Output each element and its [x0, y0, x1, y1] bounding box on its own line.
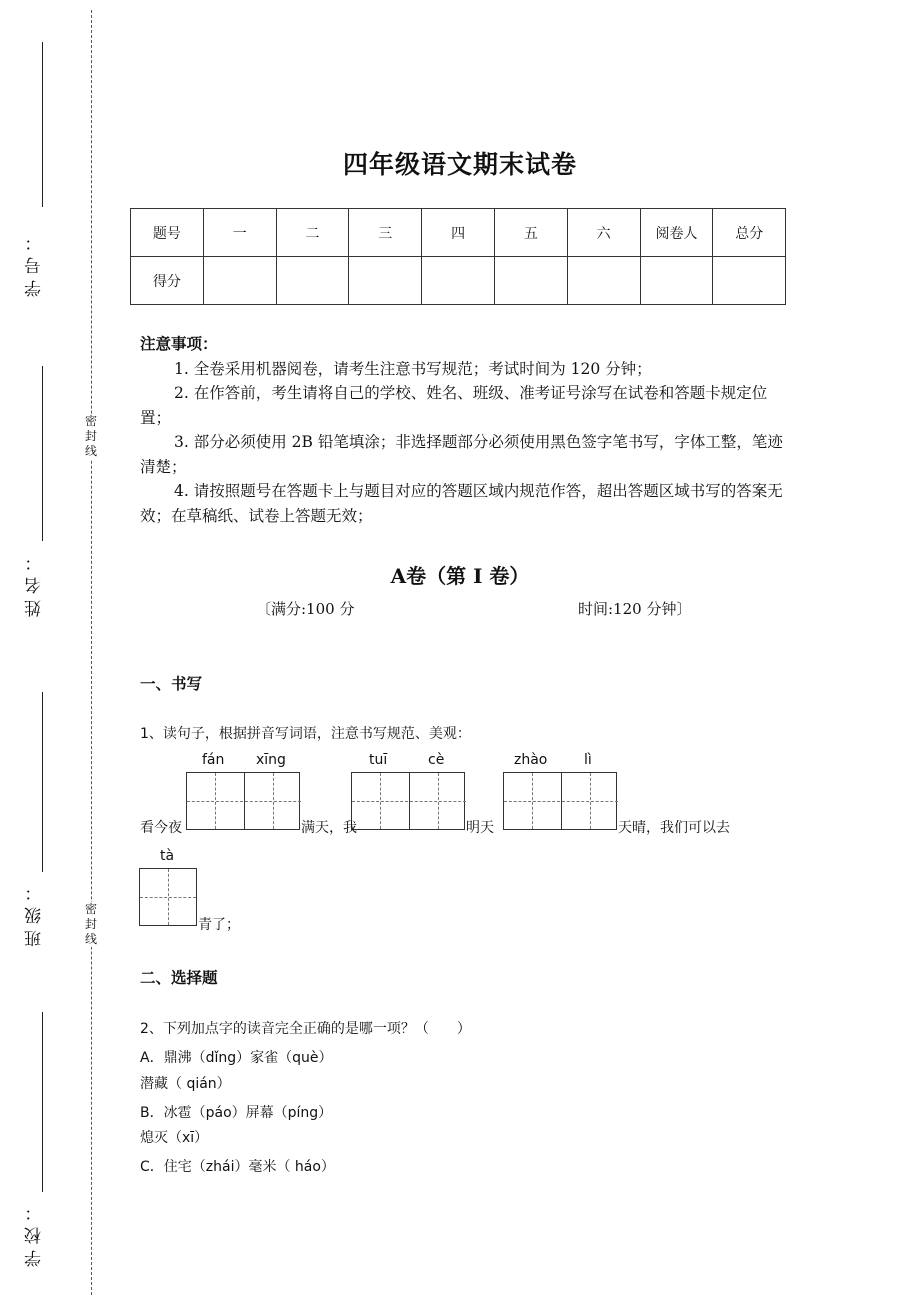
note-item: 1. 全卷采用机器阅卷，请考生注意书写规范；考试时间为 120 分钟；: [174, 359, 652, 378]
notes-heading: 注意事项：: [140, 334, 218, 353]
exam-title: 四年级语文期末试卷: [342, 150, 577, 179]
sentence-part-3: 明天: [466, 820, 494, 836]
score-cell[interactable]: [349, 257, 422, 305]
writing-cell[interactable]: [187, 773, 243, 829]
pinyin-li: lì: [584, 752, 592, 768]
paper-title: A卷（第 I 卷）: [390, 564, 530, 588]
writing-grid-zhaoli[interactable]: [503, 772, 617, 830]
question-1: 1、读句子，根据拼音写词语，注意书写规范、美观：: [140, 726, 471, 742]
writing-grid-fanxing[interactable]: [186, 772, 300, 830]
writing-cell[interactable]: [409, 773, 466, 829]
sentence-part-1: 看今夜: [140, 820, 182, 836]
note-item: 2. 在作答前，考生请将自己的学校、姓名、班级、准考证号涂写在试卷和答题卡规定位置；: [140, 384, 768, 427]
writing-grid-ta[interactable]: [139, 868, 197, 926]
sentence-part-4: 天晴，我们可以去: [618, 820, 730, 836]
seal-line-text-upper: 密封线: [84, 414, 97, 458]
score-table-header-row: [131, 209, 786, 257]
pinyin-zhao: zhào: [514, 752, 548, 768]
header-cell: 总分: [713, 209, 786, 257]
writing-grid-tuice[interactable]: [351, 772, 465, 830]
option-a-cont: 潜藏（ qián）: [140, 1076, 231, 1092]
pinyin-ce: cè: [428, 752, 445, 768]
option-b: B．冰雹（páo）屏幕（píng）: [140, 1105, 333, 1121]
header-cell: 六: [567, 209, 640, 257]
student-id-label: 学号：: [25, 228, 45, 297]
option-c: C．住宅（zhái）毫米（ háo）: [140, 1159, 335, 1175]
pinyin-tui: tuī: [369, 752, 388, 768]
notes-block: [140, 332, 785, 528]
score-table-score-row: [131, 257, 786, 305]
score-cell[interactable]: [276, 257, 349, 305]
score-label-cell: 得分: [131, 257, 204, 305]
header-cell: 三: [349, 209, 422, 257]
header-cell: 五: [494, 209, 567, 257]
writing-cell[interactable]: [561, 773, 618, 829]
pinyin-ta: tà: [160, 848, 175, 864]
pinyin-xing: xīng: [256, 752, 286, 768]
name-line: [42, 366, 43, 541]
score-cell[interactable]: [494, 257, 567, 305]
header-cell: 一: [203, 209, 276, 257]
header-cell: 阅卷人: [640, 209, 713, 257]
score-cell[interactable]: [422, 257, 495, 305]
note-item: 4. 请按照题号在答题卡上与题目对应的答题区域内规范作答，超出答题区域书写的答案无效；在草稿纸、试卷上答题无效；: [140, 482, 783, 525]
student-id-line: [42, 42, 43, 207]
section-1-title: 一、书写: [140, 674, 203, 693]
score-cell[interactable]: [203, 257, 276, 305]
score-cell[interactable]: [713, 257, 786, 305]
note-item: 3. 部分必须使用 2B 铅笔填涂；非选择题部分必须使用黑色签字笔书写，字体工整，笔迹清楚；: [140, 433, 783, 476]
header-cell: 四: [422, 209, 495, 257]
class-line: [42, 692, 43, 872]
writing-cell[interactable]: [352, 773, 408, 829]
writing-cell[interactable]: [504, 773, 560, 829]
writing-cell[interactable]: [244, 773, 301, 829]
exam-time: 时间:120 分钟〕: [578, 600, 692, 618]
score-cell[interactable]: [567, 257, 640, 305]
question-2: 2、下列加点字的读音完全正确的是哪一项？（ ）: [140, 1021, 471, 1037]
sentence-part-5: 青了；: [198, 917, 240, 933]
sentence-part-2: 满天，我: [301, 820, 357, 836]
school-label: 学校：: [25, 1198, 45, 1267]
header-cell: 二: [276, 209, 349, 257]
score-table: [130, 208, 786, 305]
school-line: [42, 1012, 43, 1192]
score-cell[interactable]: [640, 257, 713, 305]
binding-dashed-line: [91, 10, 92, 1295]
name-label: 姓名：: [25, 548, 45, 617]
header-cell: 题号: [131, 209, 204, 257]
pinyin-fan: fán: [202, 752, 225, 768]
section-2-title: 二、选择题: [140, 968, 218, 987]
seal-line-text-lower: 密封线: [84, 902, 97, 946]
class-label: 班级：: [25, 878, 45, 947]
option-b-cont: 熄灭（xī）: [140, 1130, 209, 1146]
full-score: 〔满分:100 分: [256, 600, 355, 618]
option-a: A．鼎沸（dǐng）家雀（què）: [140, 1050, 333, 1066]
